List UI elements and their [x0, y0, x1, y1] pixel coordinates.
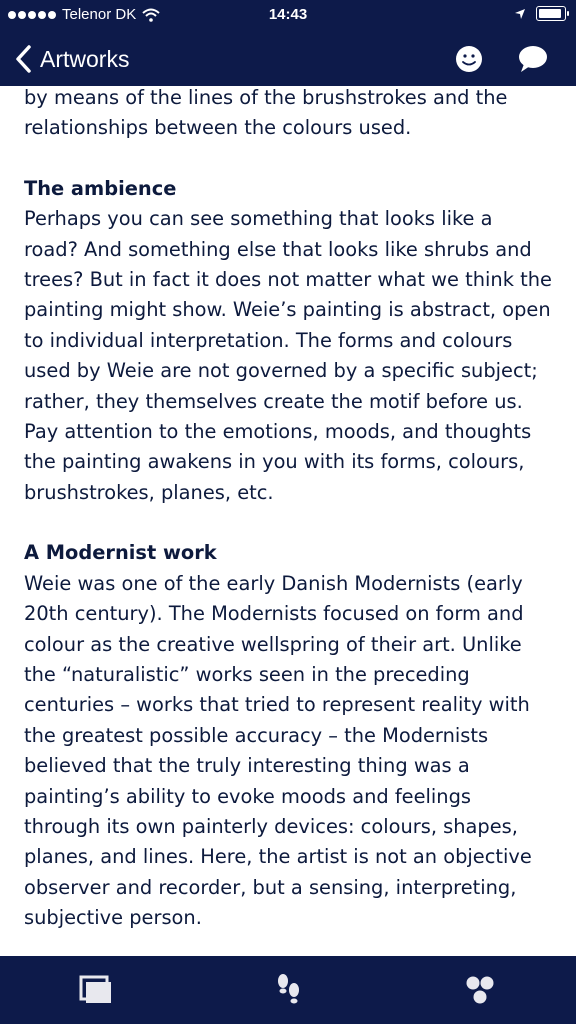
tab-gallery[interactable]: [56, 960, 136, 1020]
location-arrow-icon: [514, 8, 526, 20]
status-right: [514, 6, 566, 21]
speech-bubble-icon: [518, 45, 548, 73]
carrier-name: Telenor DK: [62, 6, 137, 23]
comment-button[interactable]: [516, 42, 550, 76]
nav-actions: [452, 42, 550, 76]
status-time: 14:43: [268, 6, 308, 23]
back-button[interactable]: [14, 40, 129, 78]
gallery-icon: [79, 975, 113, 1005]
back-label: Artworks: [40, 45, 130, 72]
section-heading-modernist: A Modernist work: [24, 541, 217, 565]
section-body-ambience: Perhaps you can see something that looks like a road? And something else that looks like shrubs and trees? But in fact it does not matter what we think the painting might show. Weie’s painting is abstract, open to individual interpretation. The forms and colours used by Weie are not governed by a specific subject; rather, they themselves create the motif before us. Pay attention to the emotions, moods, and thoughts the painting awakens in you with its forms, colours, brushstrokes, planes, etc.: [24, 207, 552, 504]
footsteps-icon: [273, 973, 303, 1007]
dots-cluster-icon: [464, 974, 496, 1006]
nav-bar: [0, 32, 576, 86]
section-heading-ambience: The ambience: [24, 176, 177, 200]
intro-continued-text: by means of the lines of the brushstrokes and the relationships between the colours used.: [24, 86, 508, 140]
tab-route[interactable]: [248, 960, 328, 1020]
article-content: [0, 86, 576, 956]
smiley-button[interactable]: [452, 42, 486, 76]
tab-more[interactable]: [440, 960, 520, 1020]
back-chevron-icon: [14, 44, 32, 74]
smiley-icon: [455, 45, 483, 73]
section-body-modernist: Weie was one of the early Danish Modernists (early 20th century). The Modernists focused on form and colour as the creative wellspring of their art. Unlike the “naturalistic” works seen in the preceding centuries – works that tried to represent reality with the greatest possible accuracy – the Modernists believed that the truly interesting thing was a painting’s ability to evoke moods and feelings through its own painterly devices: colours, shapes, planes, and lines. Here, the artist is not an objective observer and recorder, but a sensing, interpreting, subjective person.: [24, 571, 532, 930]
tab-bar: [0, 956, 576, 1024]
battery-icon: [536, 6, 566, 21]
status-bar: [0, 0, 576, 32]
